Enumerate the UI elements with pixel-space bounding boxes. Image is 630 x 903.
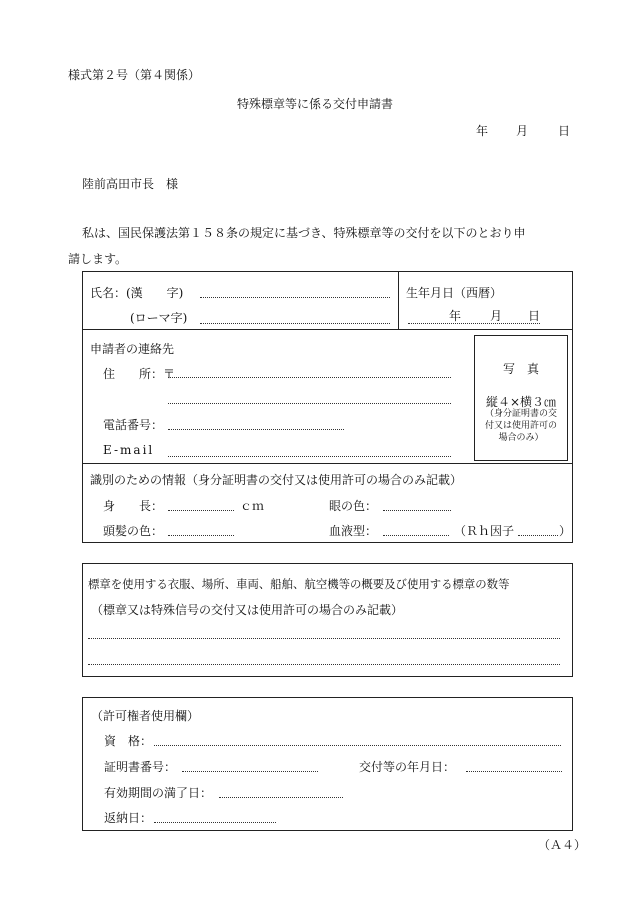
name-roman-label: (ローマ字) [130,311,188,325]
address-label: 住 所：〒 [103,367,176,381]
phone-label: 電話番号： [103,418,164,432]
name-kanji-label: 氏名：(漢 字) [90,286,184,300]
dob-month: 月 [490,309,503,323]
email-field[interactable] [168,456,451,457]
eye-field[interactable] [383,510,451,511]
rh-close: ） [559,524,572,538]
photo-size: 縦４×横３㎝ [485,395,557,409]
dob-day: 日 [528,309,541,323]
intro-line-2: 請します。 [68,252,128,266]
emblem-usage-field-2[interactable] [88,664,560,665]
date-year-label: 年 [476,124,489,138]
date-month-label: 月 [516,124,529,138]
issue-date-field[interactable] [466,771,562,772]
cert-number-label: 証明書番号： [104,760,177,774]
box-divider-1 [82,329,573,330]
issue-date-label: 交付等の年月日： [359,760,456,774]
addressee: 陸前高田市長 様 [82,177,179,191]
email-label: E-mail [103,443,155,457]
height-label: 身 長： [103,499,164,513]
paper-size: （Ａ４） [538,838,587,852]
contact-label: 申請者の連絡先 [90,342,175,356]
rh-label: （Ｒｈ因子 [454,524,515,538]
blood-label: 血液型： [329,524,378,538]
address-field-2[interactable] [168,403,451,404]
name-kanji-field[interactable] [200,297,390,298]
expiry-field[interactable] [219,797,343,798]
emblem-usage-line-2: （標章又は特殊信号の交付又は使用許可の場合のみ記載） [91,603,404,617]
hair-label: 頭髪の色： [103,524,164,538]
date-day-label: 日 [558,124,571,138]
cert-number-field[interactable] [182,771,318,772]
name-roman-field[interactable] [200,323,390,324]
form-title: 特殊標章等に係る交付申請書 [237,97,394,111]
dob-label: 生年月日（西暦） [406,286,503,300]
form-number: 様式第２号（第４関係） [68,68,201,82]
dob-year: 年 [449,309,462,323]
authority-title: （許可権者使用欄） [91,709,200,723]
phone-field[interactable] [168,429,344,430]
address-field-1[interactable] [168,377,451,378]
height-field[interactable] [168,510,234,511]
hair-field[interactable] [168,535,234,536]
dob-field[interactable] [408,323,540,324]
height-unit: ｃｍ [240,499,265,513]
box-divider-vertical [398,271,399,330]
qualification-field[interactable] [154,745,561,746]
return-date-field[interactable] [154,822,276,823]
qualification-label: 資 格： [104,734,153,748]
intro-line-1: 私は、国民保護法第１５８条の規定に基づき、特殊標章等の交付を以下のとおり申 [82,226,526,240]
emblem-usage-field-1[interactable] [88,638,560,639]
box-divider-2 [82,463,573,464]
rh-field[interactable] [518,535,558,536]
photo-note: （身分証明書の交付又は使用許可の場合のみ） [484,409,557,443]
emblem-usage-line-1: 標章を使用する衣服、場所、車両、船舶、航空機等の概要及び使用する標章の数等 [88,577,510,591]
expiry-label: 有効期間の満了日： [104,786,213,800]
eye-label: 眼の色： [329,499,378,513]
id-info-label: 識別のための情報（身分証明書の交付又は使用許可の場合のみ記載） [90,473,463,487]
photo-title: 写 真 [502,362,539,376]
blood-field[interactable] [383,535,449,536]
return-date-label: 返納日： [104,811,153,825]
